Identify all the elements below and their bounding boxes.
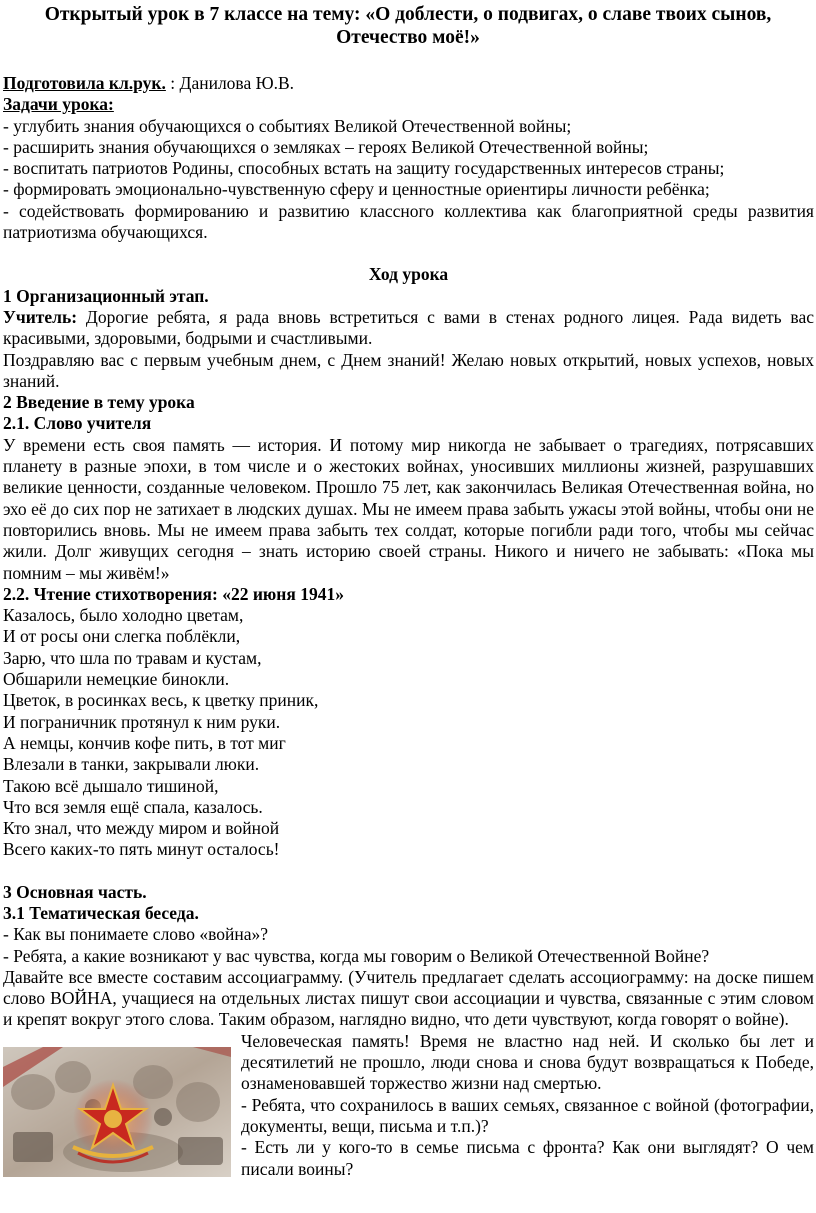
question-front-letters: - Есть ли у кого-то в семье письма с фронта? Как они выглядят? О чем писали воины? (241, 1137, 814, 1179)
poem-line: И пограничник протянул к ним руки. (3, 711, 281, 732)
stage1-heading: 1 Организационный этап. (3, 285, 209, 306)
author-line (3, 73, 814, 94)
poem-line: И от росы они слегка поблёкли, (3, 626, 241, 647)
teacher-text: Дорогие ребята, я рада вновь встретиться с вами в стенах родного лицея. Рада видеть вас красивыми, здоровыми, бодрыми и счастливыми. (3, 306, 814, 349)
teacher-word-text: У времени есть своя память — история. И потому мир никогда не забывает о трагедиях, потрясавших планету в разные эпохи, в том числе и о жестоких войнах, уносивших миллионы жизней, разрушавших великие ценности, созданные человеком. Прошло 75 лет, как закончилась Великая Отечественная война, но эхо её до сих пор не затихает в людских душах. Мы не имеем права забыть ужасы этой войны, чтобы они не повторились вновь. Мы не имеем права забыть тех солдат, которые погибли ради того, чтобы мы сейчас жили. Долг живущих сегодня – знать историю своей страны. Никого и ничего не забывать: «Пока мы помним – мы живём!» (3, 434, 814, 583)
teacher-paragraph (3, 307, 814, 350)
author-separator: : (165, 73, 180, 93)
poem-line: Обшарили немецкие бинокли. (3, 669, 230, 690)
poem-line: Всего каких-то пять минут осталось! (3, 839, 280, 860)
poem-line: Что вся земля ещё спала, казалось. (3, 796, 263, 817)
task-item: - содействовать формированию и развитию классного коллектива как благоприятной среды развития патриотизма обучающихся. (3, 200, 814, 243)
tasks-heading: Задачи урока: (3, 94, 114, 115)
poem-line: Влезали в танки, закрывали люки. (3, 754, 260, 775)
war-collage-illustration (3, 1047, 231, 1177)
memory-paragraph: Человеческая память! Время не властно над ней. И сколько бы лет и десятилетий не прошло, люди снова и снова будут возвращаться к Победе, ознаменовавшей торжество жизни над смертью. (241, 1030, 814, 1094)
course-heading: Ход урока (368, 264, 449, 285)
victory-collage-image (3, 1047, 231, 1177)
task-item: - расширить знания обучающихся о земляках – героях Великой Отечественной войны; (3, 136, 649, 157)
question-family-keepsakes: - Ребята, что сохранилось в ваших семьях, связанное с войной (фотографии, документы, вещи, письма и т.п.)? (241, 1094, 814, 1136)
document-body (0, 49, 816, 1180)
association-paragraph: Давайте все вместе составим ассоциаграмму. (Учитель предлагает сделать ассоциограмму: на доске пишем слово ВОЙНА, учащиеся на отдельных листах пишут свои ассоциации и чувства, связанные с этим словом и крепят вокруг этого слова. Таким образом, наглядно видно, что дети чувствуют, когда говорят о войне). (3, 966, 814, 1030)
poem-line: Зарю, что шла по травам и кустам, (3, 647, 262, 668)
stage2-heading: 2 Введение в тему урока (3, 392, 195, 413)
task-item: - формировать эмоционально-чувственную сферу и ценностные ориентиры личности ребёнка; (3, 179, 710, 200)
stage3-heading: 3 Основная часть. (3, 881, 147, 902)
author-label: Подготовила кл.рук. (3, 73, 166, 93)
question-war-word: - Как вы понимаете слово «война»? (3, 924, 268, 945)
poem-line: Такою всё дышало тишиной, (3, 775, 219, 796)
teacher-label: Учитель: (3, 306, 78, 327)
poem (3, 605, 814, 861)
page-title: Открытый урок в 7 классе на тему: «О доблести, о подвигах, о славе твоих сынов, Отечество моё!» (44, 4, 772, 48)
poem-heading: 2.2. Чтение стихотворения: «22 июня 1941» (3, 583, 344, 604)
author-name: Данилова Ю.В. (179, 73, 295, 93)
task-item: - углубить знания обучающихся о событиях Великой Отечественной войны; (3, 115, 572, 136)
poem-line: Казалось, было холодно цветам, (3, 605, 244, 626)
poem-line: Цветок, в росинках весь, к цветку приник, (3, 690, 319, 711)
teacher-word-heading: 2.1. Слово учителя (3, 413, 152, 434)
poem-line: Кто знал, что между миром и войной (3, 818, 280, 839)
poem-line: А немцы, кончив кофе пить, в тот миг (3, 732, 286, 753)
greeting-paragraph: Поздравляю вас с первым учебным днем, с Днем знаний! Желаю новых открытий, новых успехов, новых знаний. (3, 349, 814, 391)
question-feelings: - Ребята, а какие возникают у вас чувства, когда мы говорим о Великой Отечественной Войне? (3, 945, 710, 966)
conversation-heading: 3.1 Тематическая беседа. (3, 902, 199, 923)
task-item: - воспитать патриотов Родины, способных встать на защиту государственных интересов страны; (3, 158, 725, 179)
